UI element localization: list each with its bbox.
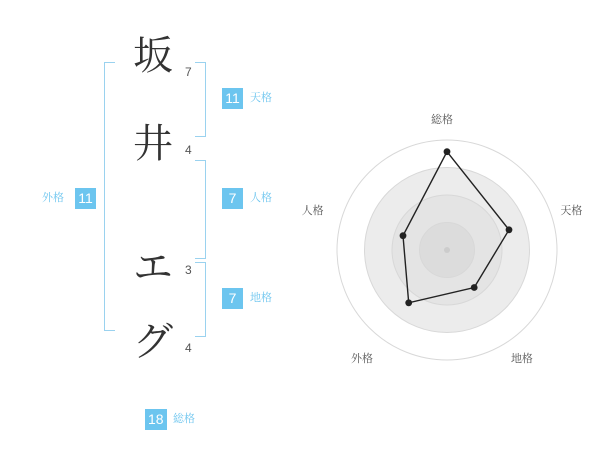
stroke-count-2: 3 (185, 263, 192, 277)
radar-axis-label-天格: 天格 (560, 205, 583, 218)
badge-soukaku-value: 18 (145, 409, 167, 430)
badge-jinkaku-value: 7 (222, 188, 243, 209)
bracket-tenkaku-arm-top (195, 62, 206, 63)
radar-axis-label-人格: 人格 (301, 205, 324, 218)
name-character-0: 坂 (133, 33, 173, 78)
badge-gaikaku-value: 11 (75, 188, 96, 209)
radar-data-point-3 (405, 299, 412, 306)
bracket-chikaku-arm-top (195, 262, 206, 263)
bracket-tenkaku-vert (205, 62, 206, 136)
stroke-count-0: 7 (185, 65, 192, 79)
name-character-1: 井 (133, 121, 173, 166)
radar-axis-label-地格: 地格 (510, 352, 533, 365)
badge-soukaku-label: 総格 (173, 413, 195, 425)
bracket-jinkaku-vert (205, 160, 206, 258)
bracket-gaikaku-arm-bot (104, 330, 115, 331)
bracket-jinkaku-arm-bot (195, 258, 206, 259)
badge-tenkaku-value: 11 (222, 88, 243, 109)
badge-chikaku-value: 7 (222, 288, 243, 309)
radar-center-dot (444, 247, 450, 253)
stroke-count-1: 4 (185, 143, 192, 157)
badge-jinkaku-label: 人格 (250, 192, 272, 204)
bracket-gaikaku-arm-top (104, 62, 115, 63)
name-character-3: グ (133, 319, 173, 364)
radar-axis-label-総格: 総格 (431, 114, 453, 126)
name-breakdown-panel (0, 0, 300, 470)
bracket-jinkaku-arm-top (195, 160, 206, 161)
badge-tenkaku-label: 天格 (250, 92, 272, 104)
radar-chart-panel (300, 0, 600, 470)
badge-gaikaku-label: 外格 (42, 192, 64, 204)
bracket-chikaku-arm-bot (195, 336, 206, 337)
bracket-tenkaku-arm-bot (195, 136, 206, 137)
badge-chikaku-label: 地格 (250, 292, 272, 304)
radar-data-point-4 (400, 232, 407, 239)
radar-data-point-2 (471, 284, 478, 291)
bracket-gaikaku-vert (104, 62, 105, 330)
radar-axis-label-外格: 外格 (351, 352, 374, 365)
radar-chart-svg (300, 0, 600, 470)
stroke-count-3: 4 (185, 341, 192, 355)
name-character-2: エ (133, 245, 173, 290)
radar-data-point-0 (444, 148, 451, 155)
bracket-chikaku-vert (205, 262, 206, 336)
radar-data-point-1 (506, 226, 513, 233)
